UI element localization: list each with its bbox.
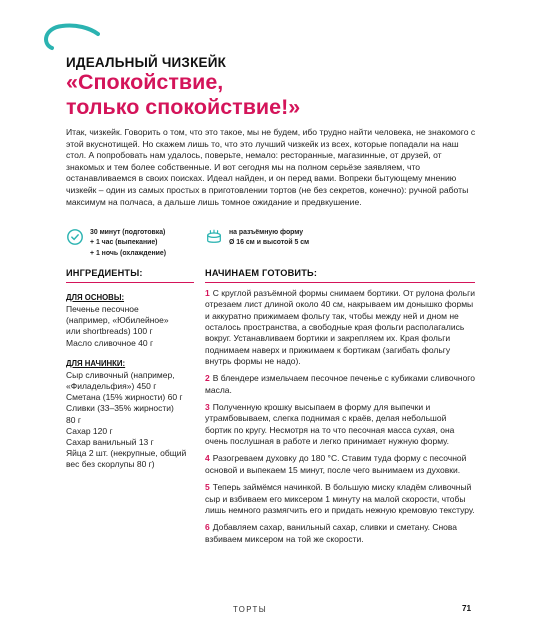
list-item: вес без скорлупы 80 г) <box>66 459 155 470</box>
recipe-title-line2: только спокойствие!» <box>66 95 301 119</box>
list-item: Сыр сливочный (например, <box>66 369 175 380</box>
step-number: 3 <box>205 402 210 413</box>
time-info <box>66 228 166 259</box>
footer-section-label: ТОРТЫ <box>233 605 267 614</box>
step-text: В блендере измельчаем песочное печенье с кубиками сливочного масла. <box>205 373 475 395</box>
list-item: Сахар 120 г <box>66 425 113 436</box>
ingredients-column <box>66 268 194 471</box>
steps-list <box>205 288 475 545</box>
list-item: Сахар ванильный 13 г <box>66 437 154 448</box>
base-ingredients-list <box>66 304 194 349</box>
time-bake: + 1 час (выпекание) <box>90 239 158 247</box>
step-6 <box>205 522 475 545</box>
recipe-title-line1: «Спокойствие, <box>66 70 224 94</box>
list-item: или shortbreads) 100 г <box>66 326 153 337</box>
step-4 <box>205 453 475 476</box>
filling-ingredients-list <box>66 370 194 471</box>
teal-swoosh-icon <box>40 22 100 52</box>
step-text: Добавляем сахар, ванильный сахар, сливки и сметану. Снова взбиваем миксером на той же скорости. <box>205 522 458 544</box>
step-number: 6 <box>205 522 210 533</box>
list-item: Сметана (15% жирности) 60 г <box>66 392 183 403</box>
time-prep: 30 минут (подготовка) <box>90 229 166 236</box>
step-1 <box>205 288 475 367</box>
list-item: Масло сливочное 40 г <box>66 337 154 348</box>
step-text: Теперь займёмся начинкой. В большую миску кладём сливочный сыр и взбиваем его миксером 1 минуту на малой скорости, чтобы лишь немного размягчить его и придать нежную кремовую текстуру. <box>205 482 475 515</box>
step-number: 4 <box>205 453 210 464</box>
step-3 <box>205 402 475 447</box>
list-item: 80 г <box>66 414 81 425</box>
clock-check-icon <box>66 228 84 246</box>
base-group-title: ДЛЯ ОСНОВЫ: <box>66 293 125 302</box>
list-item: Яйца 2 шт. (некрупные, общий <box>66 448 187 459</box>
intro-paragraph: Итак, чизкейк. Говорить о том, что это такое, мы не будем, ибо трудно найти человека, не знакомого с этой вкуснотищей. Но скажем лишь то, что это лучший чизкейк из всех, которые попадали на наш стол. А попробовать нам удалось, поверьте, немало: ресторанные, магазинные, от друзей, от знакомых и тем более собственные. И вот сегодня мы на полном серьёзе заявляем, что останавливаемся в своих поисках. Идеал найден, и он перед вами. Вопреки бытующему мнению чизкейк – один из самых простых в приготовлении тортов (не без секретов, конечно): ручной работы максимум на полчаса, а дальше лишь томное ожидание и предвкушение. <box>66 127 476 207</box>
step-text: С круглой разъёмной формы снимаем бортики. От рулона фольги отрезаем лист длиной около 40 см, накрываем им донышко формы и аккуратно прижимаем фольгу так, чтобы между ней и дном не осталось пространства, а свободные края фольги располагались вокруг. Устанавливаем бортики и закрепляем их. Края фольги поднимаем наверх и прижимаем к бортикам (загибать фольгу внутрь формы не надо). <box>205 288 475 367</box>
step-text: Полученную крошку высыпаем в форму для выпечки и утрамбовываем, слегка поднимая с краёв, делая небольшой бортик по кругу. Несмотря на то что песочная масса сухая, она очень послушная в работе и легко принимает нужную форму. <box>205 402 455 447</box>
pan-size: Ø 16 см и высотой 5 см <box>229 239 310 247</box>
step-5 <box>205 482 475 516</box>
list-item: Печенье песочное <box>66 304 139 314</box>
time-chill: + 1 ночь (охлаждение) <box>90 249 167 257</box>
pan-type: на разъёмную форму <box>229 229 304 236</box>
step-number: 2 <box>205 373 210 384</box>
ingredients-title: ИНГРЕДИЕНТЫ: <box>66 268 194 283</box>
step-number: 1 <box>205 288 210 298</box>
method-column <box>205 268 475 551</box>
list-item: (например, «Юбилейное» <box>66 315 169 326</box>
list-item: Сливки (33–35% жирности) <box>66 403 174 414</box>
cake-pan-icon <box>205 228 223 246</box>
recipe-title <box>66 70 300 120</box>
step-text: Разогреваем духовку до 180 °С. Ставим туда форму с песочной основой и выпекаем 15 минут, после чего вынимаем из духовки. <box>205 453 467 475</box>
page-number: 71 <box>462 604 472 613</box>
recipe-kicker: ИДЕАЛЬНЫЙ ЧИЗКЕЙК <box>66 55 227 70</box>
step-number: 5 <box>205 482 210 493</box>
step-2 <box>205 373 475 396</box>
pan-info <box>205 228 309 249</box>
filling-group-title: ДЛЯ НАЧИНКИ: <box>66 358 126 368</box>
list-item: «Филадельфия») 450 г <box>66 381 157 392</box>
method-title: НАЧИНАЕМ ГОТОВИТЬ: <box>205 268 475 283</box>
